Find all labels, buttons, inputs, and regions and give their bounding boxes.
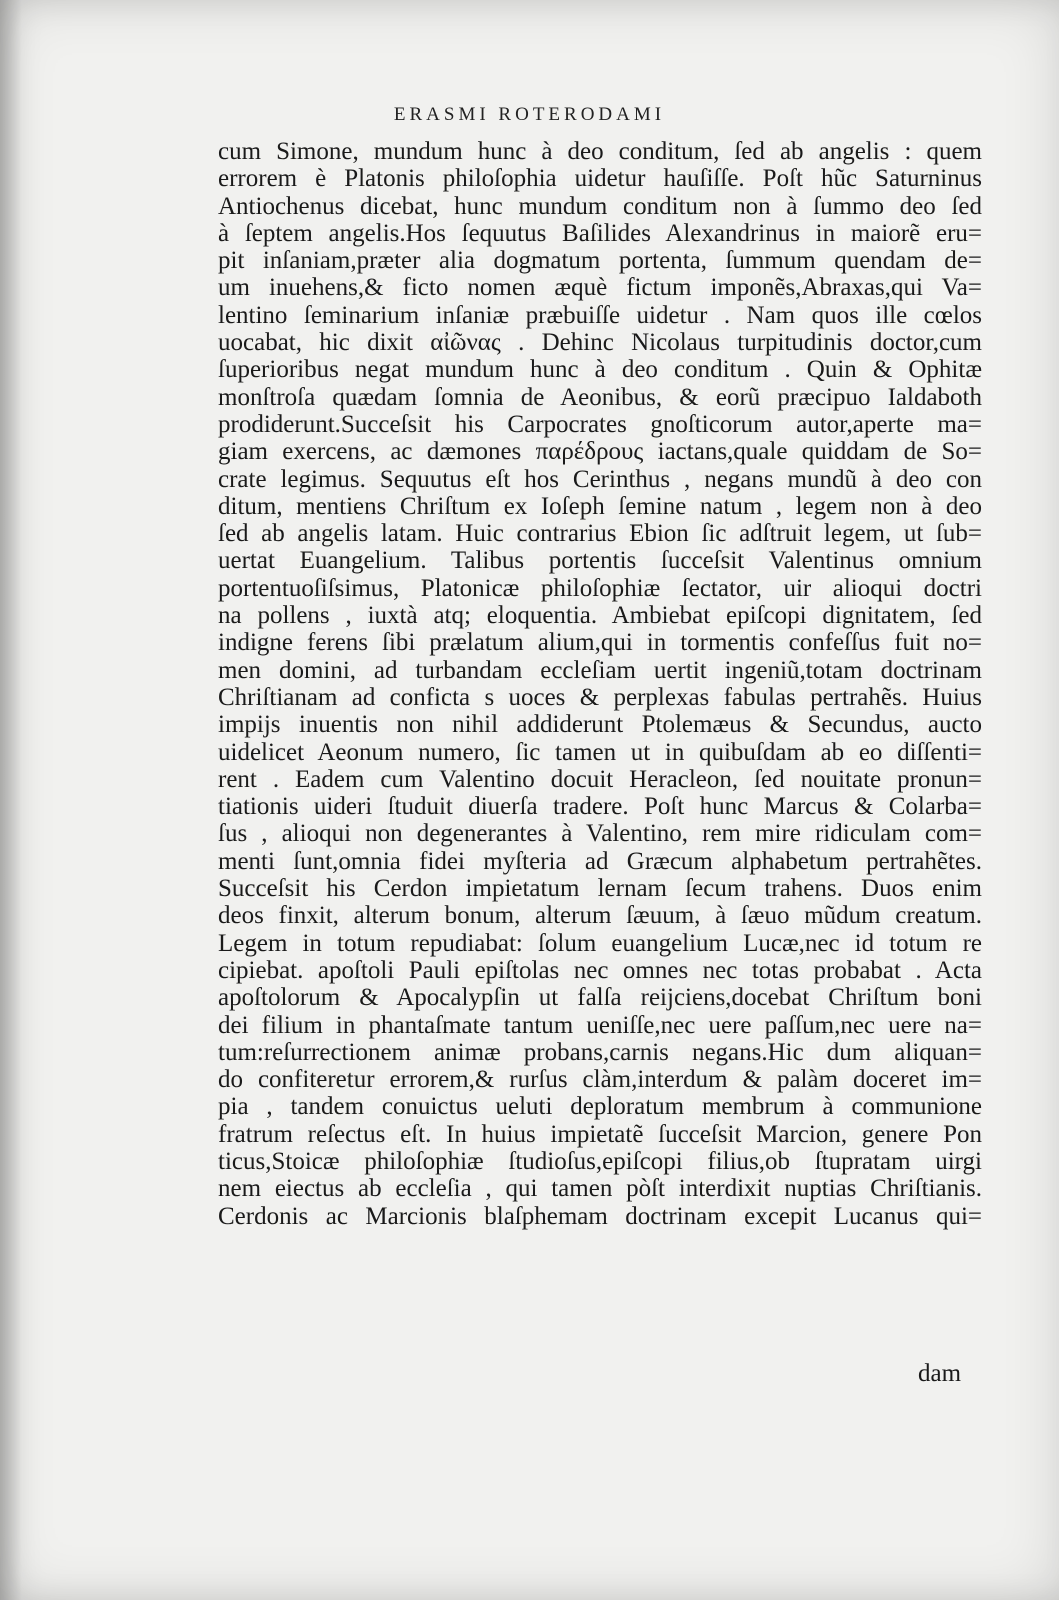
text-line: dei filium in phantaſmate tantum ueniſſe,nec uere paſſum,nec uere na= — [218, 1011, 982, 1039]
text-line: um inuehens,& ficto nomen æquè fictum imponẽs,Abraxas,qui Va= — [218, 274, 982, 302]
text-line: rent . Eadem cum Valentino docuit Heracleon, ſed nouitate pronun= — [218, 765, 982, 793]
text-line: errorem è Platonis philoſophia uidetur hauſiſſe. Poſt hũc Saturninus — [218, 165, 982, 193]
text-line: indigne ferens ſibi prælatum alium,qui in tormentis confeſſus fuit no= — [218, 629, 982, 657]
text-line: impijs inuentis non nihil addiderunt Ptolemæus & Secundus, aucto — [218, 711, 982, 739]
text-line: ticus,Stoicæ philoſophiæ ſtudioſus,epiſcopi filius,ob ſtupratam uirgi — [218, 1147, 982, 1175]
text-line: menti ſunt,omnia fidei myſteria ad Græcum alphabetum pertrahẽtes. — [218, 847, 982, 875]
text-line: pia , tandem conuictus ueluti deploratum membrum à communione — [218, 1093, 982, 1121]
text-line: Cerdonis ac Marcionis blaſphemam doctrinam excepit Lucanus qui= — [218, 1202, 982, 1230]
body-text — [218, 138, 982, 1230]
text-line: crate legimus. Sequutus eſt hos Cerinthus , negans mundũ à deo con — [218, 465, 982, 493]
text-line: à ſeptem angelis.Hos ſequutus Baſilides Alexandrinus in maiorẽ eru= — [218, 219, 982, 247]
text-line: uertat Euangelium. Talibus portentis ſucceſsit Valentinus omnium — [218, 547, 982, 575]
text-line: pit inſaniam,præter alia dogmatum portenta, ſummum quendam de= — [218, 247, 982, 275]
text-line: ſus , alioqui non degenerantes à Valentino, rem mire ridiculam com= — [218, 820, 982, 848]
text-line: cum Simone, mundum hunc à deo conditum, ſed ab angelis : quem — [218, 138, 982, 165]
text-line: giam exercens, ac dæmones παρέδρους iactans,quale quiddam de So= — [218, 438, 982, 466]
text-line: Legem in totum repudiabat: ſolum euangelium Lucæ,nec id totum re — [218, 929, 982, 957]
text-line: portentuoſiſsimus, Platonicæ philoſophiæ ſectator, uir alioqui doctri — [218, 574, 982, 602]
text-line: nem eiectus ab eccleſia , qui tamen pòſt interdixit nuptias Chriſtianis. — [218, 1175, 982, 1203]
text-line: Chriſtianam ad conficta s uoces & perplexas fabulas pertrahẽs. Huius — [218, 683, 982, 711]
text-line: do confiteretur errorem,& rurſus clàm,interdum & palàm doceret im= — [218, 1066, 982, 1094]
gutter-shadow — [0, 0, 22, 1600]
text-line: ſuperioribus negat mundum hunc à deo conditum . Quin & Ophitæ — [218, 356, 982, 384]
text-line: cipiebat. apoſtoli Pauli epiſtolas nec omnes nec totas probabat . Acta — [218, 956, 982, 984]
text-line: monſtroſa quædam ſomnia de Aeonibus, & eorũ præcipuo Ialdaboth — [218, 383, 982, 411]
text-line: fratrum reſectus eſt. In huius impietatẽ ſucceſsit Marcion, genere Pon — [218, 1120, 982, 1148]
text-line: Succeſsit his Cerdon impietatum lernam ſecum trahens. Duos enim — [218, 875, 982, 903]
text-line: lentino ſeminarium inſaniæ præbuiſſe uidetur . Nam quos ille cœlos — [218, 301, 982, 329]
text-line: ditum, mentiens Chriſtum ex Ioſeph ſemine natum , legem non à deo — [218, 492, 982, 520]
catchword: dam — [918, 1360, 962, 1387]
text-line: tum:reſurrectionem animæ probans,carnis negans.Hic dum aliquan= — [218, 1038, 982, 1066]
text-line: deos finxit, alterum bonum, alterum ſæuum, à ſæuo mũdum creatum. — [218, 902, 982, 930]
text-line: uidelicet Aeonum numero, ſic tamen ut in quibuſdam ab eo diſſenti= — [218, 738, 982, 766]
text-line: ſed ab angelis latam. Huic contrarius Ebion ſic adſtruit legem, ut ſub= — [218, 520, 982, 548]
text-line: prodiderunt.Succeſsit his Carpocrates gnoſticorum autor,aperte ma= — [218, 410, 982, 438]
text-line: men domini, ad turbandam eccleſiam uertit ingeniũ,totam doctrinam — [218, 656, 982, 684]
text-line: na pollens , iuxtà atq; eloquentia. Ambiebat epiſcopi dignitatem, ſed — [218, 602, 982, 630]
text-line: tiationis uideri ſtuduit diuerſa tradere. Poſt hunc Marcus & Colarba= — [218, 793, 982, 821]
running-head: ERASMI ROTERODAMI — [393, 104, 666, 125]
text-line: uocabat, hic dixit αἰῶνας . Dehinc Nicolaus turpitudinis doctor,cum — [218, 329, 982, 357]
text-line: apoſtolorum & Apocalypſin ut falſa reijciens,docebat Chriſtum boni — [218, 984, 982, 1012]
text-line: Antiochenus dicebat, hunc mundum conditum non à ſummo deo ſed — [218, 192, 982, 220]
